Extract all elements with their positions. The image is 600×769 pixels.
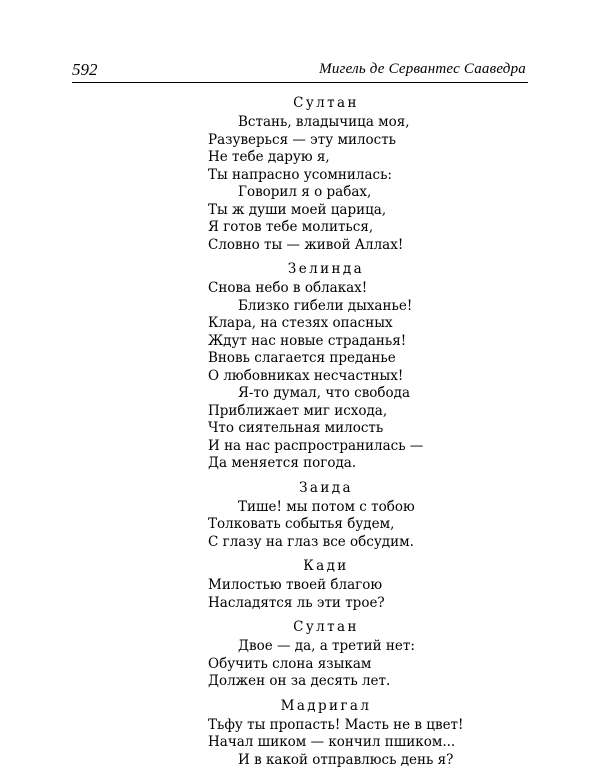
verse-line: С глазу на глаз все обсудим. <box>208 534 538 552</box>
verse-line: Насладятся ль эти трое? <box>208 595 538 613</box>
verse-line: Приближает миг исхода, <box>208 403 538 421</box>
verse-line: Я готов тебе молиться, <box>208 219 538 237</box>
verse-line: Не тебе дарую я, <box>208 149 538 167</box>
verse-line: Ждут нас новые страданья! <box>208 333 538 351</box>
play-text <box>208 94 538 769</box>
verse-line: Встань, владычица моя, <box>208 114 538 132</box>
verse-line: Обучить слона языкам <box>208 656 538 674</box>
verse-line: Снова небо в облаках! <box>208 280 538 298</box>
verse-line: Тьфу ты пропасть! Масть не в цвет! <box>208 717 538 735</box>
verse-line: Близко гибели дыханье! <box>208 298 538 316</box>
speaker-name: Султан <box>208 618 444 637</box>
speaker-name: Султан <box>208 94 444 113</box>
verse-line: И на нас распространилась — <box>208 438 538 456</box>
page-number: 592 <box>72 60 98 80</box>
verse-line: О любовниках несчастных! <box>208 368 538 386</box>
verse-line: Да меняется погода. <box>208 455 538 473</box>
speaker-name: Зелинда <box>208 260 444 279</box>
verse-line: И в какой отправлюсь день я? <box>208 752 538 769</box>
verse-line: Вновь слагается преданье <box>208 350 538 368</box>
verse-line: Милостью твоей благою <box>208 577 538 595</box>
speaker-name: Заида <box>208 479 444 498</box>
verse-line: Должен он за десять лет. <box>208 673 538 691</box>
verse-line: Что сиятельная милость <box>208 420 538 438</box>
running-title: Мигель де Сервантес Сааведра <box>319 61 526 78</box>
verse-line: Ты напрасно усомнилась: <box>208 167 538 185</box>
verse-line: Начал шиком — кончил пшиком... <box>208 734 538 752</box>
verse-line: Ты ж души моей царица, <box>208 202 538 220</box>
speaker-name: Мадригал <box>208 697 444 716</box>
verse-line: Разуверься — эту милость <box>208 132 538 150</box>
verse-line: Тише! мы потом с тобою <box>208 499 538 517</box>
speaker-name: Кади <box>208 557 444 576</box>
verse-line: Двое — да, а третий нет: <box>208 638 538 656</box>
verse-line: Говорил я о рабах, <box>208 184 538 202</box>
running-header <box>72 58 528 83</box>
verse-line: Толковать событья будем, <box>208 516 538 534</box>
verse-line: Я-то думал, что свобода <box>208 385 538 403</box>
verse-line: Словно ты — живой Аллах! <box>208 237 538 255</box>
verse-line: Клара, на стезях опасных <box>208 315 538 333</box>
